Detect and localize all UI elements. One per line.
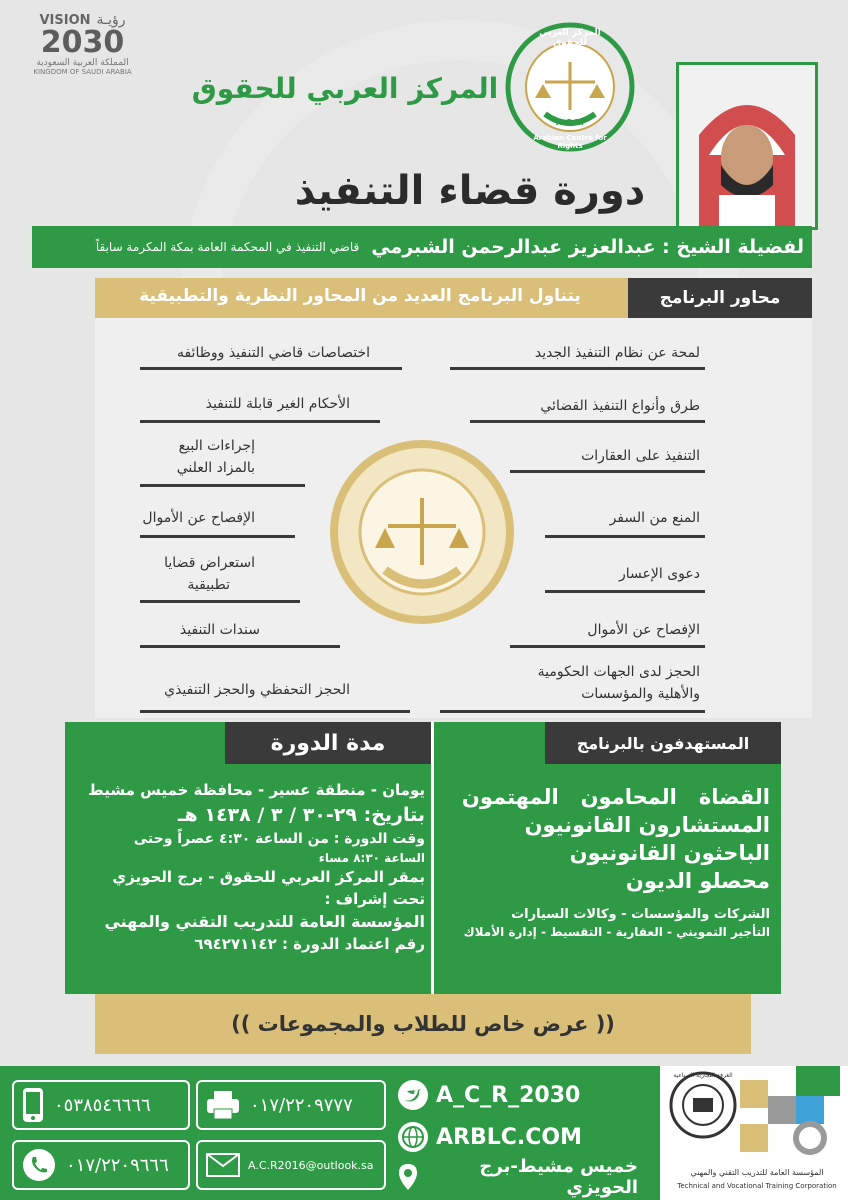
audience-row-4: محصلو الديون xyxy=(625,869,770,893)
acr-logo-english: Arabian Centre for Rights xyxy=(533,134,607,150)
program-description: يتناول البرنامج العديد من المحاور النظرية والتطبيقية xyxy=(139,286,581,306)
duration-line-7: المؤسسة العامة للتدريب التقني والمهني xyxy=(104,912,425,932)
fax-contact[interactable] xyxy=(196,1080,386,1130)
tvtc-logo xyxy=(740,1066,840,1166)
email-address: A.C.R2016@outlook.sa xyxy=(248,1158,374,1172)
program-label: محاور البرنامج xyxy=(659,288,781,308)
fax-icon xyxy=(206,1090,240,1120)
duration-line-8: رقم اعتماد الدورة : ٦٩٤٢٧١١٤٢ xyxy=(194,934,425,953)
email-contact[interactable] xyxy=(196,1140,386,1190)
duration-line-4: الساعة ٨:٣٠ مساء xyxy=(318,850,425,865)
course-title: دورة قضاء التنفيذ xyxy=(294,168,646,214)
topic-left-3b: بالمزاد العلني xyxy=(176,460,255,476)
topic-left-2-line xyxy=(140,420,380,423)
fax-number: ٠١٧/٢٢٠٩٧٧٧ xyxy=(250,1094,353,1116)
topic-right-1: لمحة عن نظام التنفيذ الجديد xyxy=(534,345,700,361)
duration-line-5: بمقر المركز العربي للحقوق - برج الحويزي xyxy=(112,867,425,886)
topic-left-1-line xyxy=(140,367,402,370)
duration-line-6: تحت إشراف : xyxy=(324,889,425,908)
topic-left-8-line xyxy=(140,645,340,648)
vision-kingdom-ar: المملكة العربية السعودية xyxy=(36,58,129,68)
presenter-label: لفضيلة الشيخ : عبدالعزيز عبدالرحمن الشبرمي xyxy=(371,236,804,258)
topic-right-6-line xyxy=(510,645,705,648)
topic-right-4-line xyxy=(545,535,705,538)
topic-right-5-line xyxy=(545,590,705,593)
audience-row-1: القضاة المحامون المهتمون xyxy=(461,785,770,809)
audience-heading: المستهدفون بالبرنامج xyxy=(576,733,750,753)
website-row[interactable] xyxy=(398,1120,638,1154)
tvtc-arabic: المؤسسة العامة للتدريب التقني والمهني xyxy=(690,1168,824,1177)
twitter-icon xyxy=(398,1080,428,1110)
audience-row-5: الشركات والمؤسسات - وكالات السيارات xyxy=(511,907,770,922)
offer-bar xyxy=(95,994,751,1054)
audience-row-6: التأجير التمويني - العقارية - التقسيط - إدارة الأملاك xyxy=(463,925,770,939)
duration-heading-box xyxy=(225,722,431,764)
website-url: ARBLC.COM xyxy=(436,1124,582,1150)
topic-right-2-line xyxy=(470,420,705,423)
topic-right-2: طرق وأنواع التنفيذ القضائي xyxy=(540,398,700,414)
duration-line-3: وقت الدورة : من الساعة ٤:٣٠ عصراً وحتى xyxy=(133,831,425,848)
topic-right-6: الإفصاح عن الأموال xyxy=(587,622,700,638)
presenter-bar xyxy=(32,226,812,268)
mobile-number: ٠٥٣٨٥٤٦٦٦٦ xyxy=(54,1094,151,1116)
topic-left-8: سندات التنفيذ xyxy=(179,622,260,638)
email-icon xyxy=(206,1153,240,1177)
audience-row-3: الباحثون القانونيون xyxy=(569,841,770,865)
phone-contact[interactable] xyxy=(12,1140,190,1190)
phone-icon xyxy=(22,1148,56,1182)
topic-left-9: الحجز التحفظي والحجز التنفيذي xyxy=(164,682,350,698)
acr-logo-arabic: المركز العربي للحقوق xyxy=(539,28,601,48)
duration-heading: مدة الدورة xyxy=(270,730,386,756)
vision-2030-logo xyxy=(20,12,145,92)
topic-left-3-line xyxy=(140,484,305,487)
program-label-box xyxy=(628,278,812,318)
location-text: خميس مشيط-برج الحويزي xyxy=(479,1156,638,1198)
vision-word: VISION xyxy=(39,13,91,28)
topic-right-1-line xyxy=(450,367,705,370)
org-name-title: المركز العربي للحقوق xyxy=(191,72,499,105)
acr-logo-abbr: A.C.R. xyxy=(556,118,584,127)
topic-right-7-line xyxy=(440,710,705,713)
chamber-label: الغرفة التجارية الصناعية xyxy=(673,1072,733,1079)
tvtc-english: Technical and Vocational Training Corporation xyxy=(677,1182,837,1190)
topic-left-9-line xyxy=(140,710,410,713)
vision-kingdom-en: KINGDOM OF SAUDI ARABIA xyxy=(33,68,132,76)
vision-year: 2030 xyxy=(40,25,125,60)
phone-number: ٠١٧/٢٢٠٩٦٦٦ xyxy=(66,1154,169,1176)
center-logo xyxy=(330,440,515,625)
topic-right-5: دعوى الإعسار xyxy=(619,566,700,582)
audience-row-2: المستشارون القانونيون xyxy=(524,813,770,837)
topic-left-5: الإفصاح عن الأموال xyxy=(142,510,255,526)
topic-left-5-line xyxy=(140,535,295,538)
audience-heading-box xyxy=(545,722,781,764)
topic-left-6-line xyxy=(140,600,300,603)
mobile-icon xyxy=(22,1087,44,1123)
twitter-handle: A_C_R_2030 xyxy=(436,1082,581,1108)
topic-left-6a: استعراض قضايا xyxy=(164,555,255,571)
offer-text: (( عرض خاص للطلاب والمجموعات )) xyxy=(231,1012,615,1036)
chamber-logo xyxy=(668,1070,738,1140)
topic-right-4: المنع من السفر xyxy=(609,510,700,526)
topic-right-7b: والأهلية والمؤسسات xyxy=(581,686,700,702)
globe-icon xyxy=(398,1122,428,1152)
topic-right-7a: الحجز لدى الجهات الحكومية xyxy=(537,664,700,680)
audience-list xyxy=(440,785,770,939)
topic-left-6b: تطبيقية xyxy=(187,577,230,593)
topic-left-2: الأحكام الغير قابلة للتنفيذ xyxy=(205,396,350,412)
mobile-contact[interactable] xyxy=(12,1080,190,1130)
location-pin-icon xyxy=(398,1163,418,1191)
duration-line-2: بتاريخ: ٢٩-٣٠ / ٣ / ١٤٣٨ هـ xyxy=(178,803,425,826)
twitter-row[interactable] xyxy=(398,1078,638,1112)
topic-left-3a: إجراءات البيع xyxy=(178,438,255,454)
duration-details xyxy=(70,780,425,955)
presenter-photo xyxy=(676,62,818,230)
topic-right-3-line xyxy=(510,470,705,473)
topic-right-3: التنفيذ على العقارات xyxy=(581,448,700,464)
location-row xyxy=(398,1156,638,1198)
topic-left-1: اختصاصات قاضي التنفيذ ووظائفه xyxy=(176,345,370,361)
vision-arabic: رؤيـة xyxy=(96,12,126,28)
duration-line-1: يومان - منطقة عسير - محافظة خميس مشيط xyxy=(88,781,425,799)
acr-logo xyxy=(505,22,635,152)
presenter-role: قاضي التنفيذ في المحكمة العامة بمكة المكرمة سابقاً xyxy=(95,240,360,254)
